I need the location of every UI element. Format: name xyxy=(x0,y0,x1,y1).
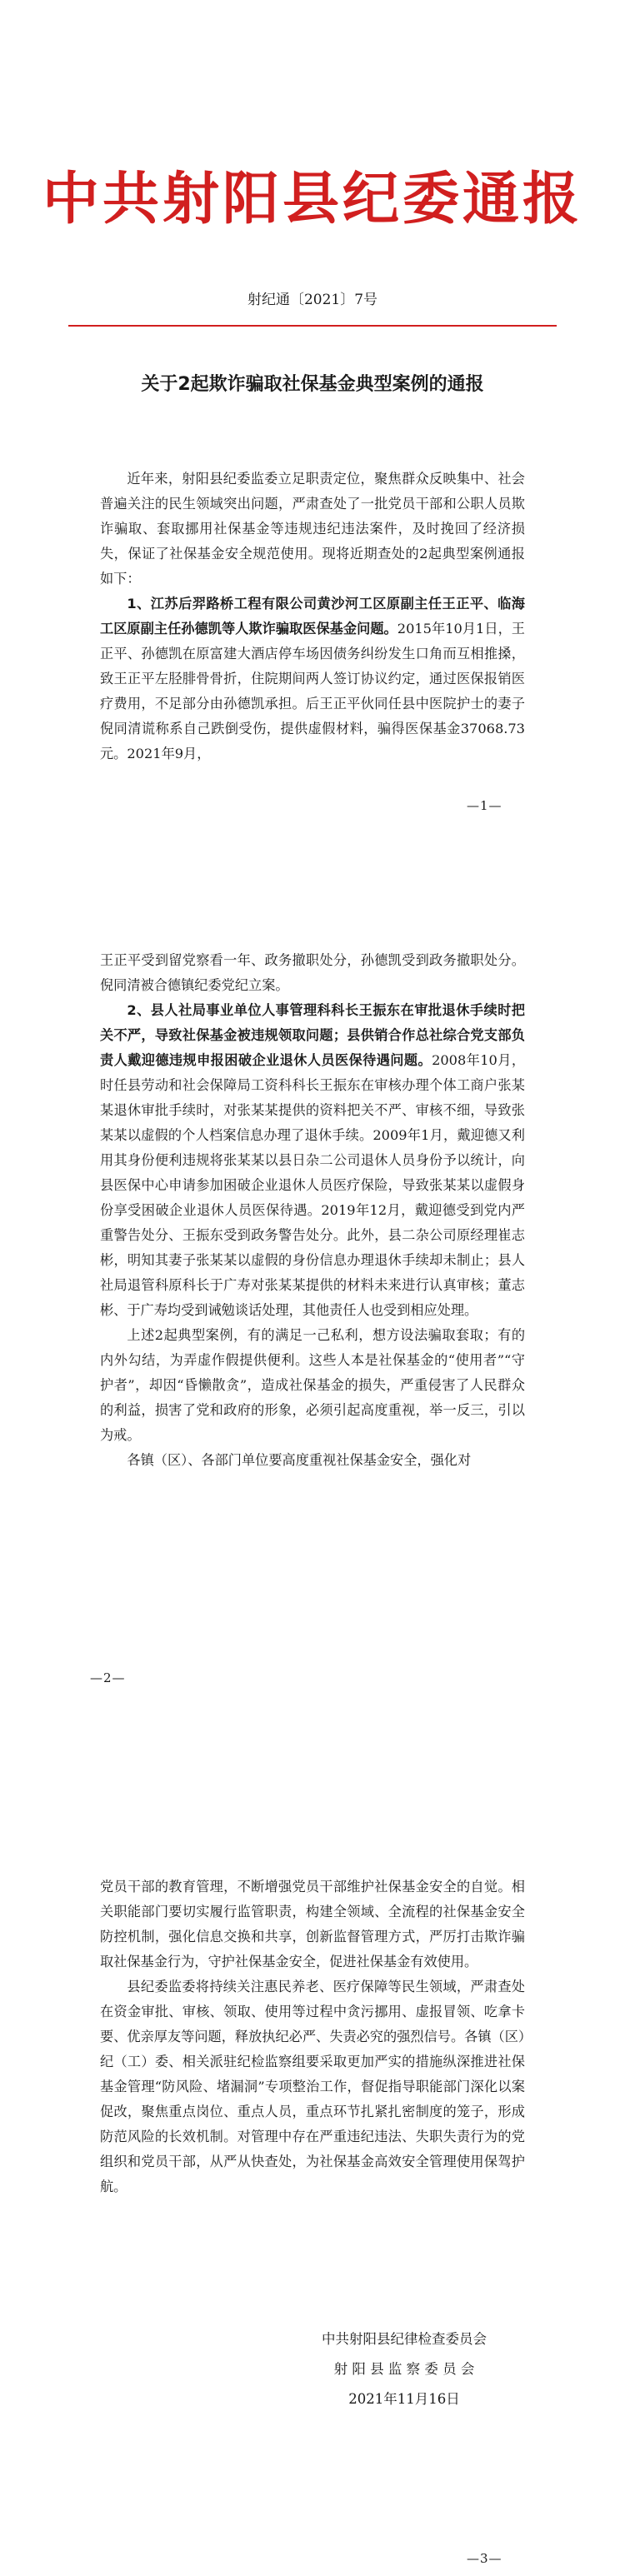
page-3 xyxy=(0,1708,625,2576)
document-number: 射纪通〔2021〕7号 xyxy=(247,292,378,308)
requirement-paragraph-start: 各镇（区）、各部门单位要高度重视社保基金安全，强化对 xyxy=(127,1452,472,1468)
document-title: 关于2起欺诈骗取社保基金典型案例的通报 xyxy=(141,374,484,395)
signer-discipline-commission: 中共射阳县纪律检查委员会 xyxy=(322,2331,487,2347)
page-1-body xyxy=(100,467,525,766)
signer-supervision-commission: 射 阳 县 监 察 委 员 会 xyxy=(333,2361,475,2377)
page-number-3: —3— xyxy=(467,2551,502,2566)
page-2-body xyxy=(100,948,525,1473)
page-1 xyxy=(0,0,625,833)
signature-block xyxy=(300,2324,508,2414)
page-3-body xyxy=(100,1875,525,2199)
issue-date: 2021年11月16日 xyxy=(348,2391,460,2407)
case-2-heading: 2、县人社局事业单位人事管理科科长王振东在审批退休手续时把关不严，导致社保基金被违规领取问题；县供销合作总社综合党支部负责人戴迎德违规申报困破企业退休人员医保待遇问题。 xyxy=(100,1002,525,1068)
red-divider-line xyxy=(68,325,557,327)
case-2-text: 2008年10月，时任县劳动和社会保障局工资科科长王振东在审核办理个体工商户张某某退休审批手续时，对张某某提供的资料把关不严、审核不细，导致张某某以虚假的个人档案信息办理了退休手续。2009年1月，戴迎德又利用其身份便利违规将张某某以县日杂二公司退休人员身份予以统计，向县医保中心申请参加困破企业退休人员医疗保险，导致张某某以虚假身份享受困破企业退休人员医保待遇。2019年12月，戴迎德受到党内严重警告处分、王振东受到政务警告处分。此外，县二杂公司原经理崔志彬，明知其妻子张某某以虚假的身份信息办理退休手续却未制止；县人社局退管科原科长于广寿对张某某提供的材料未来进行认真审核；董志彬、于广寿均受到诫勉谈话处理，其他责任人也受到相应处理。 xyxy=(100,1052,526,1318)
case-1-continuation: 王正平受到留党察看一年、政务撤职处分，孙德凯受到政务撤职处分。倪同清被合德镇纪委党纪立案。 xyxy=(100,952,525,993)
page-number-1: —1— xyxy=(467,798,502,813)
case-1-paragraph xyxy=(100,592,525,766)
case-1-text: 2015年10月1日，王正平、孙德凯在原富建大酒店停车场因债务纠纷发生口角而互相推搡，致王正平左胫腓骨骨折，住院期间两人签订协议约定，通过医保报销医疗费用，不足部分由孙德凯承担。后王正平伙同任县中医院护士的妻子倪同清谎称系自己跌倒受伤，提供虚假材料，骗得医保基金37068.73元。2021年9月， xyxy=(100,621,525,761)
summary-paragraph: 上述2起典型案例，有的满足一己私利，想方设法骗取套取；有的内外勾结，为弄虚作假提供便利。这些人本是社保基金的“使用者”“守护者”，却因“昏懒散贪”，造成社保基金的损失，严重侵害了人民群众的利益，损害了党和政府的形象，必须引起高度重视，举一反三，引以为戒。 xyxy=(100,1327,525,1443)
case-2-paragraph xyxy=(100,998,525,1323)
page-number-2: —2— xyxy=(90,1670,126,1685)
requirement-continuation: 党员干部的教育管理，不断增强党员干部维护社保基金安全的自觉。相关职能部门要切实履行监管职责，构建全领域、全流程的社保基金安全防控机制，强化信息交换和共享，创新监督管理方式，严厉打击欺诈骗取社保基金行为，守护社保基金安全，促进社保基金有效使用。 xyxy=(100,1879,525,1969)
page-2 xyxy=(0,833,625,1708)
masthead-title: 中共射阳县纪委通报 xyxy=(42,166,582,232)
case-1-heading: 1、江苏后羿路桥工程有限公司黄沙河工区原副主任王正平、临海工区原副主任孙德凯等人欺诈骗取医保基金问题。 xyxy=(100,596,525,637)
intro-paragraph: 近年来，射阳县纪委监委立足职责定位，聚焦群众反映集中、社会普遍关注的民生领域突出问题，严肃查处了一批党员干部和公职人员欺诈骗取、套取挪用社保基金等违规违纪违法案件，及时挽回了经济损失，保证了社保基金安全规范使用。现将近期查处的2起典型案例通报如下： xyxy=(100,471,525,587)
requirement-paragraph-2: 县纪委监委将持续关注惠民养老、医疗保障等民生领域，严肃查处在资金审批、审核、领取、使用等过程中贪污挪用、虚报冒领、吃拿卡要、优亲厚友等问题，释放执纪必严、失责必究的强烈信号。各镇（区）纪（工）委、相关派驻纪检监察组要采取更加严实的措施纵深推进社保基金管理“防风险、堵漏洞”专项整治工作，督促指导职能部门深化以案促改，聚焦重点岗位、重点人员，重点环节扎紧扎密制度的笼子，形成防范风险的长效机制。对管理中存在严重违纪违法、失职失责行为的党组织和党员干部，从严从快查处，为社保基金高效安全管理使用保驾护航。 xyxy=(100,1979,525,2194)
